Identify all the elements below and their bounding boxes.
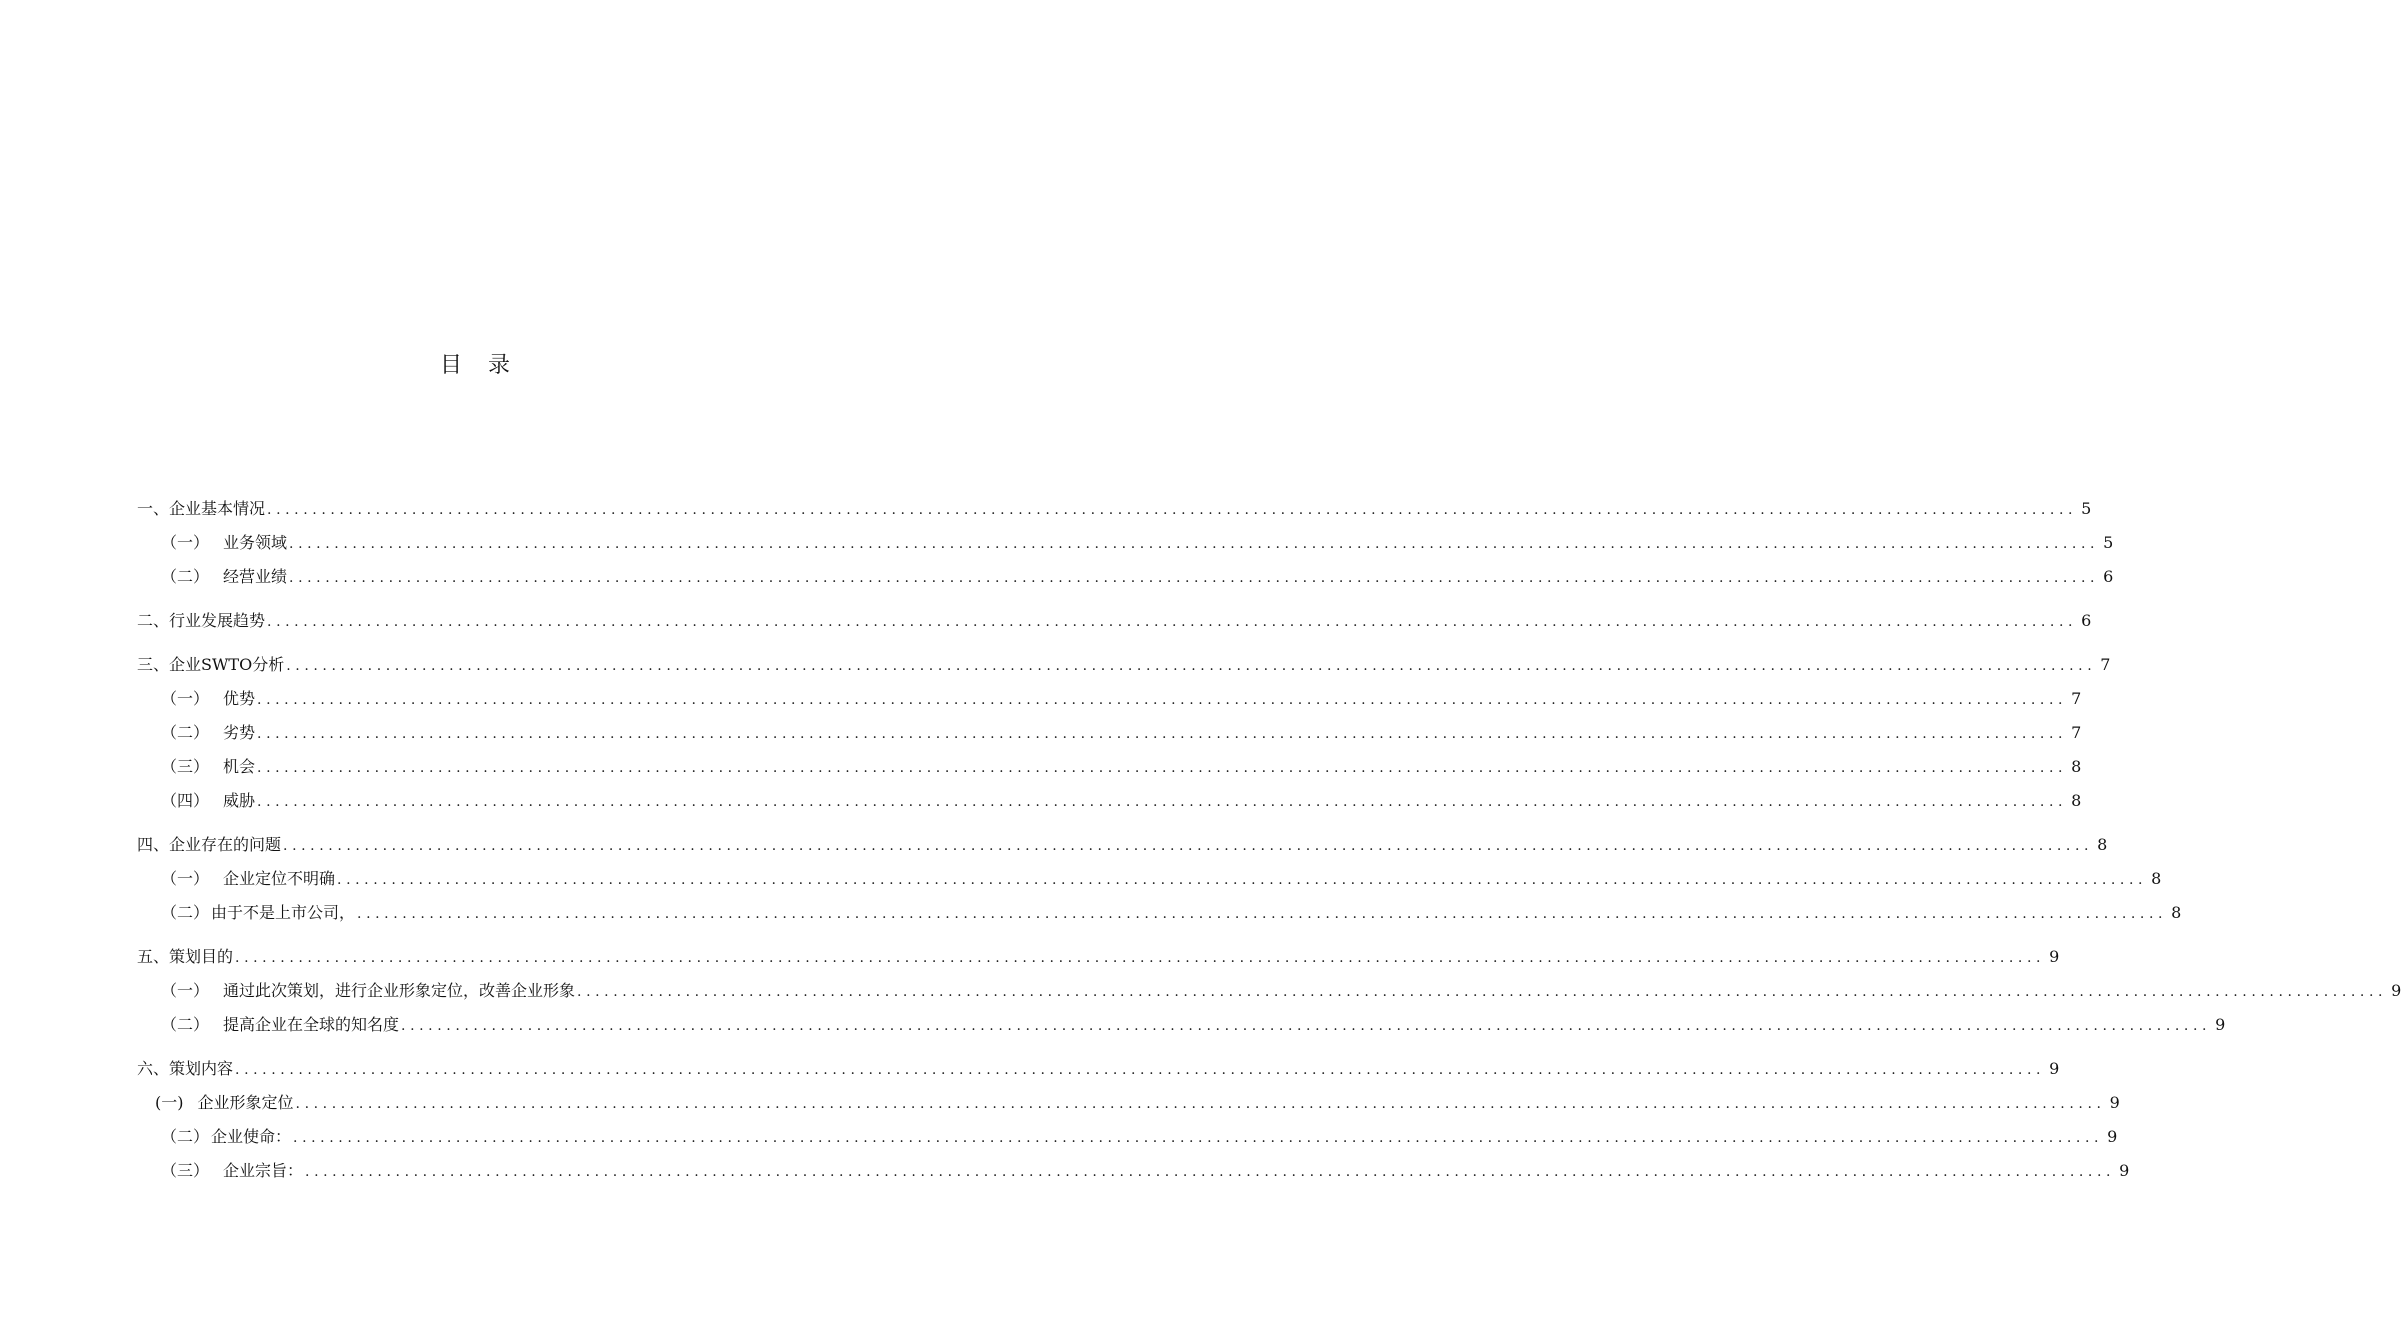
- toc-entry[interactable]: [137, 651, 2111, 685]
- toc-entry-text: 企业存在的问题: [169, 835, 282, 854]
- toc-entry[interactable]: [137, 563, 2114, 597]
- toc-leader-dots: ........................................................................................................................................................................................................: [577, 984, 2388, 1000]
- toc-entry-text: 企业SWTO分析: [169, 655, 285, 674]
- toc-entry-label: [161, 1157, 303, 1185]
- toc-entry-label: [161, 1011, 399, 1039]
- toc-leader-dots: ........................................................................................................................................................................................................: [257, 726, 2068, 742]
- toc-entry-text: 企业宗旨：: [223, 1161, 304, 1180]
- page-title: 目录: [439, 353, 536, 378]
- toc-entry[interactable]: [137, 607, 2092, 641]
- toc-entry-number: （二）: [161, 723, 210, 742]
- toc-entry-number: （三）: [161, 757, 210, 776]
- toc-entry-label: [155, 1089, 294, 1117]
- toc-entry-page-number: 5: [2103, 533, 2114, 552]
- toc-entry-label: [161, 1123, 291, 1151]
- toc-entry-page-number: 9: [2215, 1015, 2226, 1034]
- toc-leader-dots: ........................................................................................................................................................................................................: [401, 1018, 2212, 1034]
- toc-entry[interactable]: [137, 977, 2401, 1011]
- toc-entry-text: 由于不是上市公司，: [211, 903, 356, 922]
- toc-entry-number: 五、: [137, 947, 170, 966]
- toc-leader-dots: ........................................................................................................................................................................................................: [283, 838, 2094, 854]
- toc-entry-label: [161, 753, 255, 781]
- toc-leader-dots: ........................................................................................................................................................................................................: [267, 502, 2078, 518]
- toc-entry-text: 企业定位不明确: [223, 869, 336, 888]
- toc-entry-number: (一): [155, 1093, 184, 1112]
- toc-entry[interactable]: [137, 529, 2114, 563]
- toc-entry-text: 提高企业在全球的知名度: [223, 1015, 400, 1034]
- toc-entry-number: （二）: [161, 903, 210, 922]
- toc-entry[interactable]: [137, 1123, 2118, 1157]
- toc-entry-text: 企业使命：: [211, 1127, 292, 1146]
- toc-entry-page-number: 5: [2081, 499, 2092, 518]
- toc-leader-dots: ........................................................................................................................................................................................................: [257, 760, 2068, 776]
- toc-entry-number: 一、: [137, 499, 170, 518]
- toc-leader-dots: ........................................................................................................................................................................................................: [305, 1164, 2116, 1180]
- toc-entry-label: [161, 719, 255, 747]
- toc-entry-page-number: 8: [2097, 835, 2108, 854]
- toc-entry-page-number: 9: [2049, 1059, 2060, 1078]
- toc-entry-number: （二）: [161, 567, 210, 586]
- toc-entry[interactable]: [137, 719, 2082, 753]
- toc-entry-number: 六、: [137, 1059, 170, 1078]
- toc-entry-number: （一）: [161, 689, 210, 708]
- toc-entry[interactable]: [137, 495, 2092, 529]
- toc-entry-number: （三）: [161, 1161, 210, 1180]
- toc-entry[interactable]: [137, 753, 2082, 787]
- toc-entry[interactable]: [137, 943, 2060, 977]
- toc-entry-page-number: 8: [2071, 791, 2082, 810]
- toc-entry-label: [161, 787, 255, 815]
- toc-entry[interactable]: [137, 787, 2082, 821]
- toc-entry-text: 通过此次策划，进行企业形象定位，改善企业形象: [223, 981, 576, 1000]
- toc-leader-dots: ........................................................................................................................................................................................................: [289, 536, 2100, 552]
- toc-entry[interactable]: [137, 685, 2082, 719]
- toc-leader-dots: ........................................................................................................................................................................................................: [235, 1062, 2046, 1078]
- toc-entry-text: 策划目的: [169, 947, 234, 966]
- toc-entry-label: [137, 495, 265, 523]
- toc-entry-page-number: 8: [2151, 869, 2162, 888]
- toc-entry-label: [137, 831, 281, 859]
- toc-entry-page-number: 6: [2103, 567, 2114, 586]
- toc-entry-number: （二）: [161, 1127, 210, 1146]
- toc-entry-number: （一）: [161, 869, 210, 888]
- toc-leader-dots: ........................................................................................................................................................................................................: [295, 1096, 2106, 1112]
- toc-leader-dots: ........................................................................................................................................................................................................: [337, 872, 2148, 888]
- toc-entry-number: 二、: [137, 611, 170, 630]
- toc-leader-dots: ........................................................................................................................................................................................................: [293, 1130, 2104, 1146]
- toc-entry-page-number: 8: [2171, 903, 2182, 922]
- toc-entry-number: （二）: [161, 1015, 210, 1034]
- toc-leader-dots: ........................................................................................................................................................................................................: [267, 614, 2078, 630]
- toc-leader-dots: ........................................................................................................................................................................................................: [235, 950, 2046, 966]
- toc-entry-text: 企业形象定位: [197, 1093, 294, 1112]
- toc-entry-label: [161, 563, 287, 591]
- toc-entry-text: 优势: [223, 689, 256, 708]
- toc-entry-page-number: 7: [2100, 655, 2111, 674]
- toc-entry[interactable]: [137, 1055, 2060, 1089]
- toc-entry-text: 威胁: [223, 791, 256, 810]
- toc-entry-number: 三、: [137, 655, 170, 674]
- toc-entry-page-number: 9: [2109, 1093, 2120, 1112]
- toc-entry[interactable]: [137, 1011, 2226, 1045]
- toc-entry-page-number: 9: [2049, 947, 2060, 966]
- toc-entry[interactable]: [137, 1089, 2120, 1123]
- toc-leader-dots: ........................................................................................................................................................................................................: [286, 658, 2097, 674]
- toc-entry-page-number: 9: [2107, 1127, 2118, 1146]
- toc-entry-text: 劣势: [223, 723, 256, 742]
- toc-entry-label: [137, 943, 233, 971]
- toc-entry-text: 机会: [223, 757, 256, 776]
- toc-entry[interactable]: [137, 1157, 2130, 1191]
- toc-entry-label: [137, 651, 284, 679]
- table-of-contents: [137, 495, 2401, 1191]
- toc-leader-dots: ........................................................................................................................................................................................................: [257, 692, 2068, 708]
- toc-entry-label: [161, 899, 355, 927]
- toc-entry-page-number: 9: [2119, 1161, 2130, 1180]
- toc-entry-text: 行业发展趋势: [169, 611, 266, 630]
- toc-entry-text: 业务领域: [223, 533, 288, 552]
- toc-entry-label: [161, 977, 575, 1005]
- toc-entry-label: [161, 529, 287, 557]
- toc-entry-number: （一）: [161, 533, 210, 552]
- toc-entry-label: [137, 1055, 233, 1083]
- toc-entry-page-number: 8: [2071, 757, 2082, 776]
- toc-entry-text: 企业基本情况: [169, 499, 266, 518]
- toc-leader-dots: ........................................................................................................................................................................................................: [357, 906, 2168, 922]
- toc-entry-label: [161, 865, 335, 893]
- toc-entry-text: 策划内容: [169, 1059, 234, 1078]
- toc-entry[interactable]: [137, 831, 2108, 865]
- toc-entry-page-number: 7: [2071, 723, 2082, 742]
- toc-entry-label: [161, 685, 255, 713]
- toc-leader-dots: ........................................................................................................................................................................................................: [289, 570, 2100, 586]
- toc-entry[interactable]: [137, 899, 2182, 933]
- toc-entry-text: 经营业绩: [223, 567, 288, 586]
- toc-entry-page-number: 9: [2391, 981, 2401, 1000]
- toc-entry[interactable]: [137, 865, 2162, 899]
- toc-entry-number: 四、: [137, 835, 170, 854]
- toc-entry-number: （四）: [161, 791, 210, 810]
- toc-entry-page-number: 6: [2081, 611, 2092, 630]
- toc-entry-number: （一）: [161, 981, 210, 1000]
- toc-entry-label: [137, 607, 265, 635]
- toc-leader-dots: ........................................................................................................................................................................................................: [257, 794, 2068, 810]
- toc-entry-page-number: 7: [2071, 689, 2082, 708]
